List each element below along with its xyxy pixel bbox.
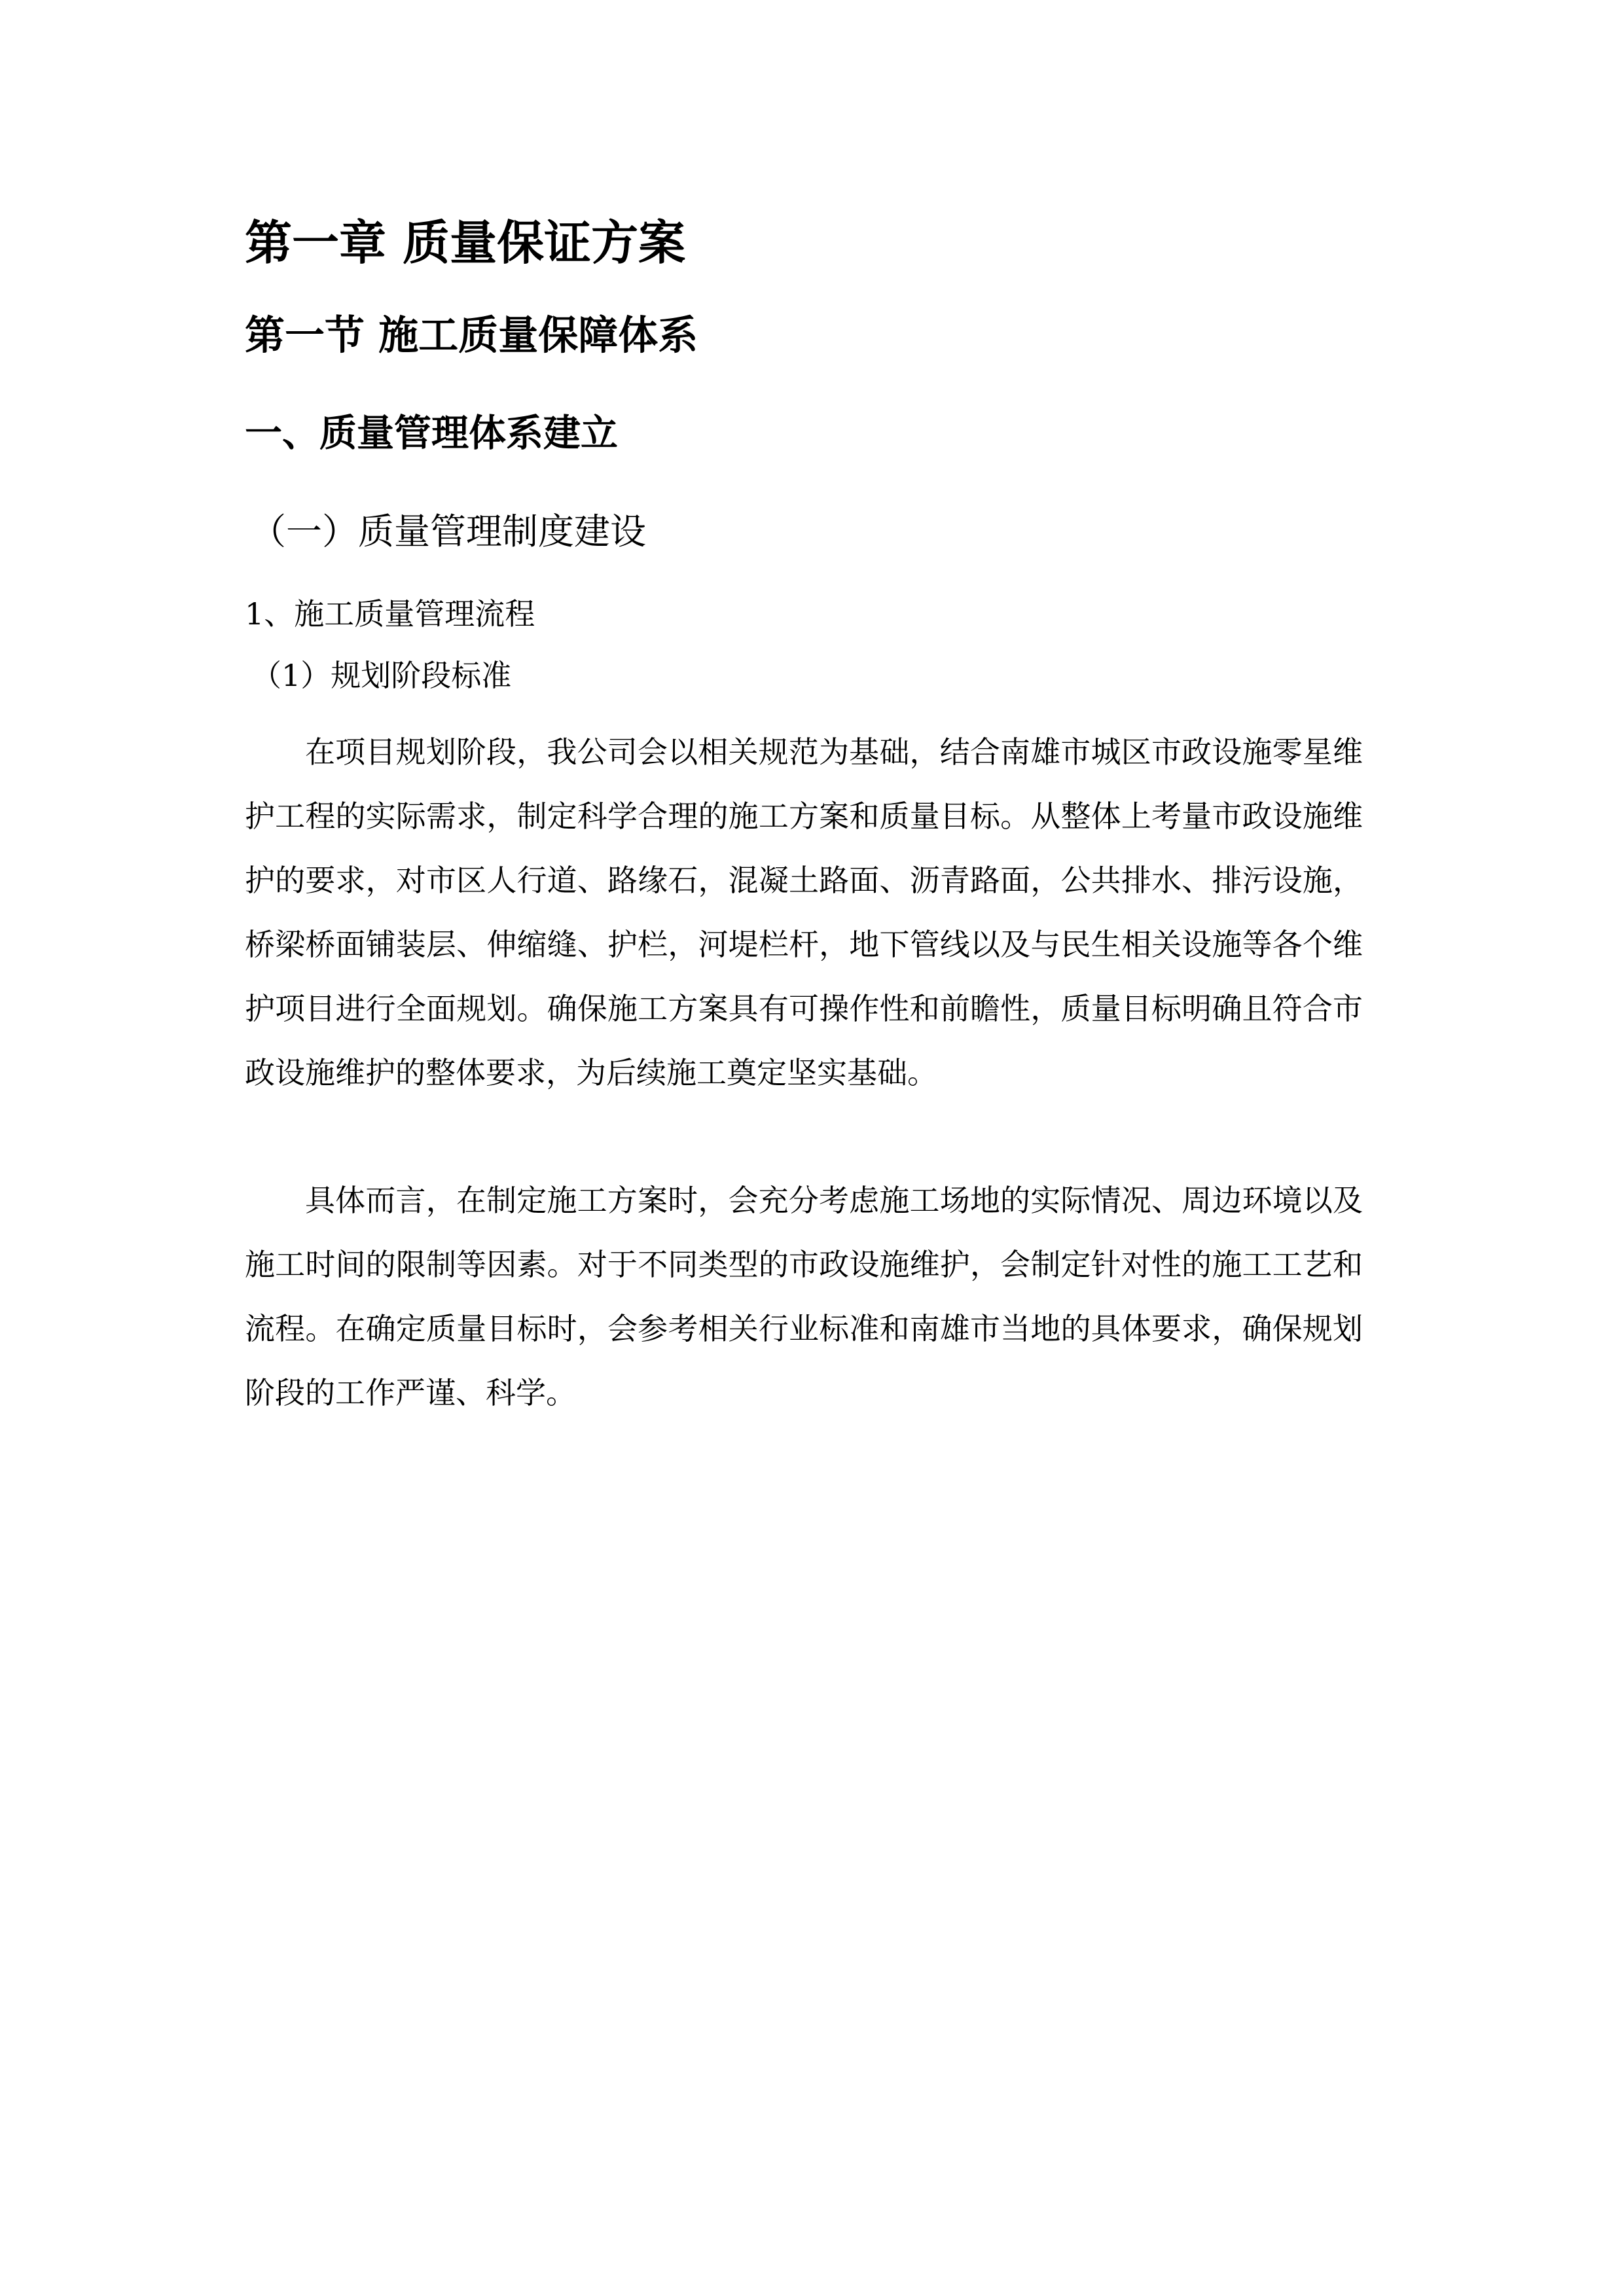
heading-level-3: 1、施工质量管理流程 bbox=[245, 596, 535, 632]
body-paragraph: 具体而言，在制定施工方案时，会充分考虑施工场地的实际情况、周边环境以及施工时间的限制等因素。对于不同类型的市政设施维护，会制定针对性的施工工艺和流程。在确定质量目标时，会参考相关行业标准和南雄市当地的具体要求，确保规划阶段的工作严谨、科学。 bbox=[245, 1183, 1363, 1410]
section-title: 第一节 施工质量保障体系 bbox=[245, 312, 698, 359]
chapter-title: 第一章 质量保证方案 bbox=[245, 215, 686, 270]
heading-level-1: 一、质量管理体系建立 bbox=[245, 411, 618, 455]
heading-level-2: （一）质量管理制度建设 bbox=[250, 511, 647, 552]
heading-level-4: （1）规划阶段标准 bbox=[251, 658, 512, 693]
body-paragraph: 在项目规划阶段，我公司会以相关规范为基础，结合南雄市城区市政设施零星维护工程的实际需求，制定科学合理的施工方案和质量目标。从整体上考量市政设施维护的要求，对市区人行道、路缘石，混凝土路面、沥青路面，公共排水、排污设施，桥梁桥面铺装层、伸缩缝、护栏，河堤栏杆，地下管线以及与民生相关设施等各个维护项目进行全面规划。确保施工方案具有可操作性和前瞻性，质量目标明确且符合市政设施维护的整体要求，为后续施工奠定坚实基础。 bbox=[245, 734, 1363, 1090]
